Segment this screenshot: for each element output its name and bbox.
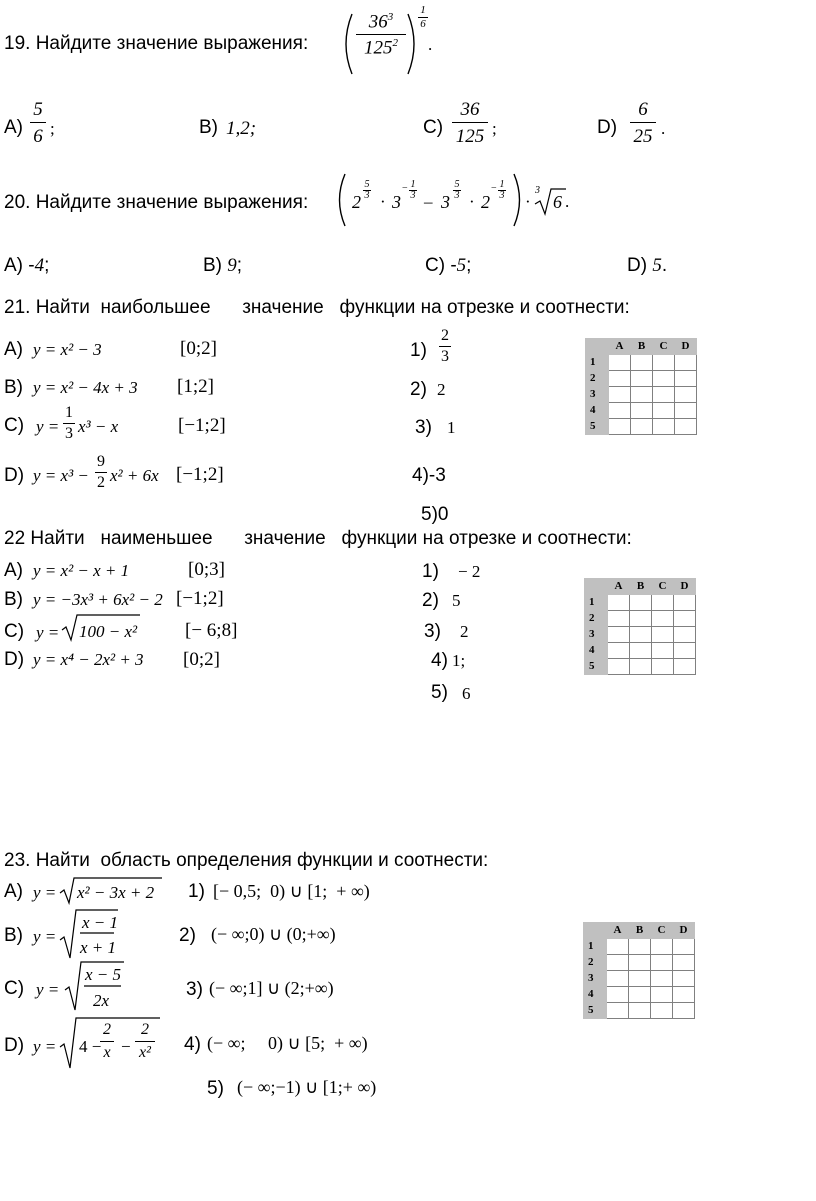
q21-item-a-interval: [0;2]	[180, 338, 217, 359]
q20-dot-1: ·	[380, 192, 386, 211]
q23-item-d-mid: −	[121, 1037, 131, 1056]
q21-item-c-func-post: x³ − x	[78, 417, 119, 436]
q23-item-c-key: C)	[4, 978, 25, 999]
q19-option-c-fraction: $\frac{36}{125}$	[452, 100, 488, 146]
grid-row-2: 2	[586, 371, 609, 387]
q19-option-d-key: D)	[597, 117, 618, 138]
grid-cell[interactable]	[673, 971, 695, 987]
q23-answer-grid	[583, 922, 695, 1019]
q23-answer-2-key: 2)	[179, 925, 196, 946]
q20-tail: .	[565, 192, 570, 211]
q23-item-b-pre: y =	[33, 927, 57, 946]
q21-item-a-func: y = x² − 3	[33, 340, 102, 359]
q23-item-d-fraction-2: $\frac{2}{\text{x²}}$	[135, 1022, 155, 1061]
q22-item-d-key: D)	[4, 649, 25, 670]
q23-item-b-den: x + 1	[80, 938, 117, 957]
q23-item-b-key: B)	[4, 925, 23, 946]
q22-item-b-interval: [−1;2]	[176, 588, 224, 609]
q21-item-d-func-fraction: $\frac{9}{2}$	[97, 453, 105, 491]
q23-item-a-pre: y =	[33, 883, 57, 902]
grid-cell[interactable]	[607, 1003, 629, 1019]
q21-answer-2-key: 2)	[410, 379, 427, 400]
q20-root-index: 3	[535, 185, 540, 196]
grid-col-a: A	[609, 339, 631, 355]
grid-col-a: A	[607, 923, 629, 939]
q20-root-arg: 6	[553, 192, 562, 212]
q20-exp-4-sign: −	[491, 183, 497, 194]
grid-col-c: C	[652, 579, 674, 595]
q21-item-c-func-fraction: $\frac{1}{3}$	[65, 404, 73, 442]
q19-option-c-tail: ;	[492, 119, 497, 138]
q21-item-b-key: B)	[4, 377, 23, 398]
grid-row-3: 3	[586, 387, 609, 403]
q21-answer-1-fraction: $\frac{2}{3}$	[441, 327, 449, 365]
grid-cell[interactable]	[629, 1003, 651, 1019]
q20-option-b: B) 9;	[203, 255, 243, 276]
grid-row-3: 3	[585, 627, 608, 643]
q19-option-b-value: 1,2;	[226, 118, 257, 139]
q23-answer-3-value: (− ∞;1] ∪ (2;+∞)	[209, 978, 334, 998]
q23-item-a-key: A)	[4, 881, 23, 902]
q21-answer-2-value: 2	[437, 380, 446, 399]
q22-answer-1-value: − 2	[458, 562, 481, 581]
q23-item-b-num: x − 1	[82, 913, 119, 932]
q22-item-b-key: B)	[4, 589, 23, 610]
grid-cell[interactable]	[651, 1003, 673, 1019]
q22-item-d-interval: [0;2]	[183, 649, 220, 670]
q22-item-a-interval: [0;3]	[188, 559, 225, 580]
grid-cell[interactable]	[673, 1003, 695, 1019]
q23-answer-4-value: (− ∞; 0) ∪ [5; + ∞)	[207, 1033, 368, 1053]
grid-cell[interactable]	[673, 955, 695, 971]
q20-dot-3: ·	[525, 192, 531, 211]
q19-option-c-key: C)	[423, 117, 444, 138]
grid-cell[interactable]	[629, 987, 651, 1003]
q22-item-d-func: y = x⁴ − 2x² + 3	[33, 650, 144, 669]
grid-cell[interactable]	[651, 987, 673, 1003]
grid-cell[interactable]	[651, 971, 673, 987]
q23-item-d-fraction-1: $\frac{2}{x}$	[100, 1022, 114, 1061]
q21-answer-3-key: 3)	[415, 417, 432, 438]
q23-item-c-pre: y =	[36, 980, 60, 999]
q19-option-d-fraction: $\frac{6}{25}$	[630, 100, 656, 146]
q20-minus: –	[424, 192, 433, 211]
q21-answer-3-value: 1	[447, 418, 456, 437]
q19-option-a-fraction: $\frac{5}{6}$	[30, 100, 46, 146]
q23-label: 23. Найти область определения функции и соотнести:	[4, 850, 489, 871]
q22-answer-1-key: 1)	[422, 561, 439, 582]
grid-row-4: 4	[584, 987, 607, 1003]
grid-cell[interactable]	[607, 955, 629, 971]
grid-col-b: B	[629, 923, 651, 939]
grid-row-5: 5	[584, 1003, 607, 1019]
q19-option-d-tail: .	[661, 119, 666, 138]
q19-expr-fraction: $\frac{36^3}{125^2}$	[356, 12, 406, 58]
grid-col-d: D	[673, 923, 695, 939]
q22-answer-5-value: 6	[462, 684, 471, 703]
q20-option-d: D) 5.	[627, 255, 668, 276]
q21-item-c-interval: [−1;2]	[178, 415, 226, 436]
q20-exp-4: $\frac{1}{3}$	[499, 179, 505, 201]
q22-answer-2-key: 2)	[422, 590, 439, 611]
q21-item-c-func-pre: y =	[36, 417, 60, 436]
q23-item-c-num: x − 5	[85, 965, 122, 984]
grid-cell[interactable]	[629, 939, 651, 955]
q20-exp-3: $\frac{5}{3}$	[454, 179, 460, 201]
q19-expr-tail: .	[428, 35, 433, 54]
q20-base-3: 3	[441, 192, 450, 212]
q19-option-b-key: B)	[199, 117, 218, 138]
q21-item-b-interval: [1;2]	[177, 376, 214, 397]
q23-item-c-den: 2x	[93, 991, 110, 1010]
q21-label: 21. Найти наибольшее значение функции на отрезке и соотнести:	[4, 297, 630, 318]
q20-base-1: 2	[352, 192, 361, 212]
grid-col-c: C	[651, 923, 673, 939]
grid-row-4: 4	[585, 643, 608, 659]
grid-row-5: 5	[586, 419, 609, 435]
q21-item-d-interval: [−1;2]	[176, 464, 224, 485]
grid-row-2: 2	[584, 955, 607, 971]
q23-answer-4-key: 4)	[184, 1034, 201, 1055]
grid-col-c: C	[653, 339, 675, 355]
q21-answer-5: 5)0	[421, 504, 449, 525]
q20-base-2: 3	[392, 192, 401, 212]
grid-cell[interactable]	[607, 987, 629, 1003]
grid-row-2: 2	[585, 611, 608, 627]
q22-answer-5-key: 5)	[431, 682, 448, 703]
grid-col-d: D	[674, 579, 696, 595]
grid-row-1: 1	[585, 595, 608, 611]
q20-dot-2: ·	[469, 192, 475, 211]
q22-label: 22 Найти наименьшее значение функции на отрезке и соотнести:	[4, 528, 632, 549]
q20-exp-1: $\frac{5}{3}$	[364, 179, 370, 201]
q21-item-b-func: y = x² − 4x + 3	[33, 378, 138, 397]
q23-item-a-root: x² − 3x + 2	[77, 883, 155, 902]
grid-row-1: 1	[586, 355, 609, 371]
q20-exp-2: $\frac{1}{3}$	[410, 179, 416, 201]
grid-cell[interactable]	[673, 987, 695, 1003]
grid-cell[interactable]	[607, 939, 629, 955]
q19-option-a-tail: ;	[50, 119, 55, 138]
q22-item-a-func: y = x² − x + 1	[33, 561, 130, 580]
q23-answer-1-key: 1)	[188, 881, 205, 902]
q23-item-d-pre: y =	[33, 1037, 57, 1056]
q23-answer-3-key: 3)	[186, 979, 203, 1000]
grid-row-3: 3	[584, 971, 607, 987]
q23-answer-1-value: [− 0,5; 0) ∪ [1; + ∞)	[213, 881, 370, 901]
grid-row-4: 4	[586, 403, 609, 419]
q23-answer-5-value: (− ∞;−1) ∪ [1;+ ∞)	[237, 1077, 377, 1097]
grid-cell[interactable]	[651, 939, 673, 955]
q19-outer-exponent: $\frac{1}{6}$	[418, 5, 428, 30]
q22-item-c-func-root: 100 − x²	[79, 622, 138, 641]
q22-answer-3-value: 2	[460, 622, 469, 641]
q21-item-d-key: D)	[4, 465, 25, 486]
q19-label: 19. Найдите значение выражения:	[4, 33, 309, 54]
q22-answer-4-value: 1;	[452, 651, 466, 670]
q20-option-c: C) -5;	[425, 255, 472, 276]
q21-answer-4: 4)-3	[412, 465, 446, 486]
q22-item-b-func: y = −3x³ + 6x² − 2	[33, 590, 163, 609]
q22-answer-4-key: 4)	[431, 650, 448, 671]
q19-option-a-key: A)	[4, 117, 23, 138]
q21-answer-1-key: 1)	[410, 340, 427, 361]
grid-row-5: 5	[585, 659, 608, 675]
grid-cell[interactable]	[607, 971, 629, 987]
q23-item-d-root-pre: 4 −	[79, 1037, 102, 1056]
q21-item-a-key: A)	[4, 339, 23, 360]
q22-answer-3-key: 3)	[424, 621, 441, 642]
q21-item-d-func-pre: y = x³ −	[33, 466, 89, 485]
q23-item-d-key: D)	[4, 1035, 25, 1056]
grid-col-b: B	[630, 579, 652, 595]
grid-cell[interactable]	[673, 939, 695, 955]
grid-cell[interactable]	[629, 955, 651, 971]
grid-row-1: 1	[584, 939, 607, 955]
q22-answer-2-value: 5	[452, 591, 461, 610]
q20-exp-2-sign: −	[402, 183, 408, 194]
q20-option-a: A) -4;	[4, 255, 50, 276]
q22-item-a-key: A)	[4, 560, 23, 581]
q21-item-d-func-post: x² + 6x	[110, 466, 159, 485]
q20-base-4: 2	[481, 192, 490, 212]
grid-cell[interactable]	[629, 971, 651, 987]
grid-col-b: B	[631, 339, 653, 355]
q21-item-c-key: C)	[4, 415, 25, 436]
grid-cell[interactable]	[651, 955, 673, 971]
q22-item-c-interval: [− 6;8]	[185, 620, 238, 641]
q22-item-c-key: C)	[4, 621, 25, 642]
grid-col-a: A	[608, 579, 630, 595]
q22-item-c-func-pre: y =	[36, 623, 60, 642]
q23-answer-5-key: 5)	[207, 1078, 224, 1099]
grid-col-d: D	[675, 339, 697, 355]
q20-label: 20. Найдите значение выражения:	[4, 192, 309, 213]
q23-answer-2-value: (− ∞;0) ∪ (0;+∞)	[211, 924, 336, 944]
